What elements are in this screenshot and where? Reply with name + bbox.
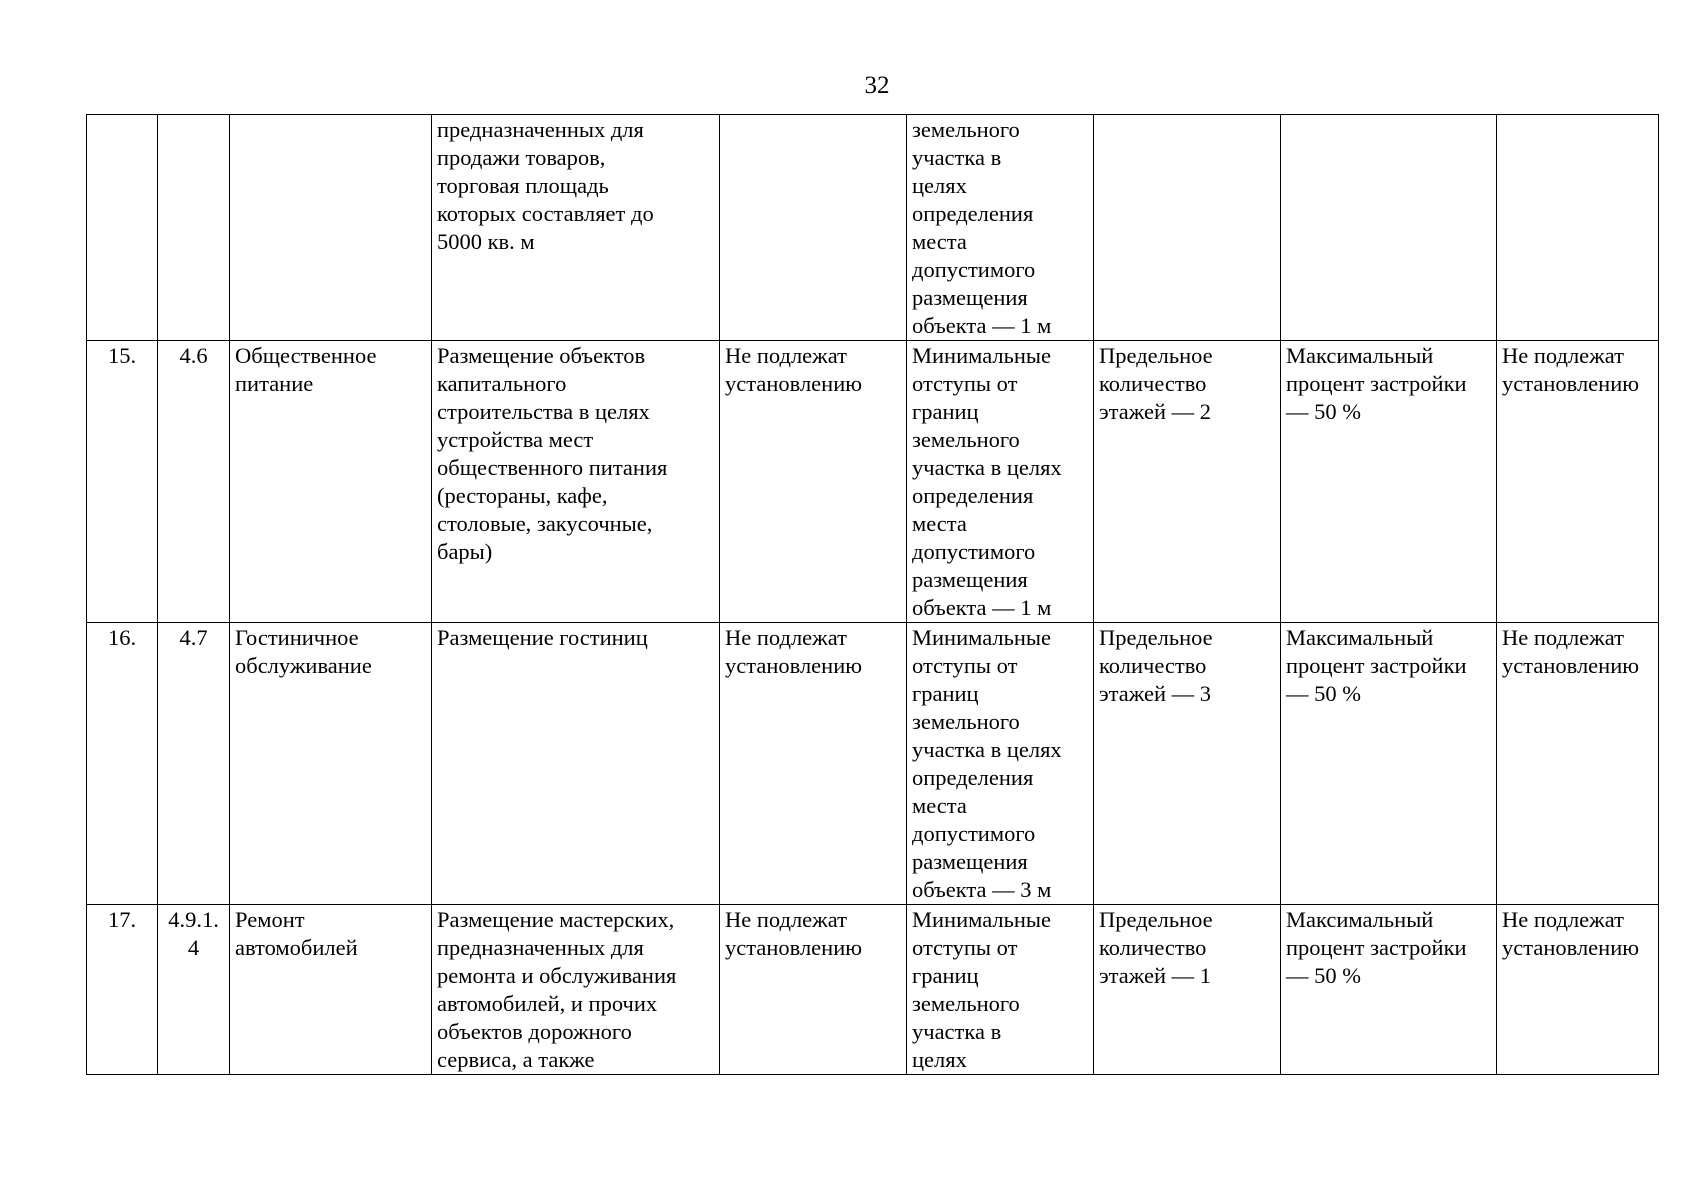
table-row <box>87 341 1659 623</box>
coverage-cell: Максимальный процент застройки — 50 % <box>1281 341 1497 623</box>
parameter-cell <box>1497 115 1659 341</box>
floors-cell: Предельное количество этажей — 1 <box>1094 905 1281 1075</box>
parameter-cell: Не подлежат установлению <box>1497 623 1659 905</box>
page-number: 32 <box>864 72 890 99</box>
row-number-cell: 17. <box>87 905 158 1075</box>
table-row <box>87 623 1659 905</box>
floors-cell: Предельное количество этажей — 2 <box>1094 341 1281 623</box>
coverage-cell <box>1281 115 1497 341</box>
setbacks-cell: Минимальные отступы от границ земельного участка в целях определения места допустимого размещения объекта — 1 м <box>907 341 1094 623</box>
floors-cell: Предельное количество этажей — 3 <box>1094 623 1281 905</box>
use-description-cell: Размещение гостиниц <box>432 623 720 905</box>
use-code-cell: 4.6 <box>158 341 230 623</box>
parameter-cell: Не подлежат установлению <box>720 341 907 623</box>
land-use-regulations-table <box>86 114 1659 1075</box>
coverage-cell: Максимальный процент застройки — 50 % <box>1281 905 1497 1075</box>
use-code-cell: 4.7 <box>158 623 230 905</box>
parameter-cell: Не подлежат установлению <box>1497 905 1659 1075</box>
setbacks-cell: Минимальные отступы от границ земельного участка в целях определения места допустимого размещения объекта — 3 м <box>907 623 1094 905</box>
use-name-cell: Общественное питание <box>230 341 432 623</box>
table-row <box>87 115 1659 341</box>
use-description-cell: Размещение мастерских, предназначенных для ремонта и обслуживания автомобилей, и прочих объектов дорожного сервиса, а также <box>432 905 720 1075</box>
parameter-cell: Не подлежат установлению <box>720 623 907 905</box>
parameter-cell: Не подлежат установлению <box>720 905 907 1075</box>
use-name-cell <box>230 115 432 341</box>
use-code-cell <box>158 115 230 341</box>
use-code-cell: 4.9.1. 4 <box>158 905 230 1075</box>
row-number-cell: 15. <box>87 341 158 623</box>
row-number-cell <box>87 115 158 341</box>
parameter-cell <box>720 115 907 341</box>
use-description-cell: Размещение объектов капитального строительства в целях устройства мест общественного питания (рестораны, кафе, столовые, закусочные, бары) <box>432 341 720 623</box>
setbacks-cell: земельного участка в целях определения места допустимого размещения объекта — 1 м <box>907 115 1094 341</box>
use-description-cell: предназначенных для продажи товаров, торговая площадь которых составляет до 5000 кв. м <box>432 115 720 341</box>
coverage-cell: Максимальный процент застройки — 50 % <box>1281 623 1497 905</box>
use-name-cell: Гостиничное обслуживание <box>230 623 432 905</box>
floors-cell <box>1094 115 1281 341</box>
setbacks-cell: Минимальные отступы от границ земельного участка в целях <box>907 905 1094 1075</box>
table-row <box>87 905 1659 1075</box>
use-name-cell: Ремонт автомобилей <box>230 905 432 1075</box>
row-number-cell: 16. <box>87 623 158 905</box>
parameter-cell: Не подлежат установлению <box>1497 341 1659 623</box>
